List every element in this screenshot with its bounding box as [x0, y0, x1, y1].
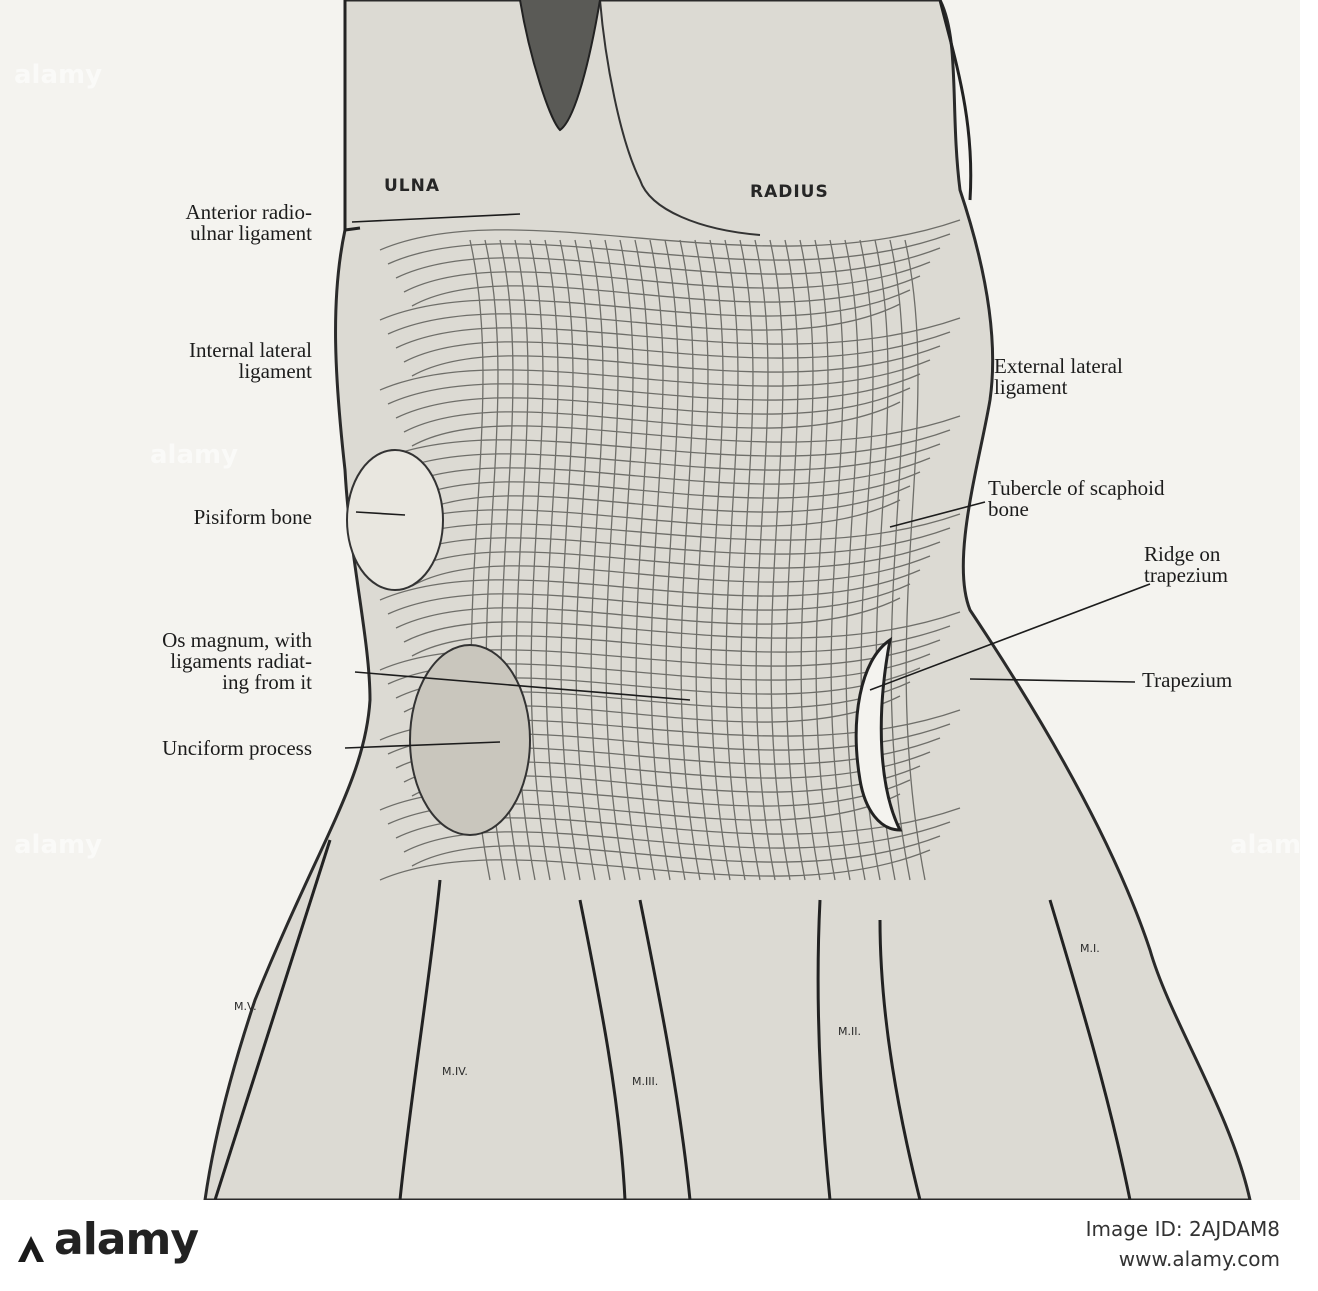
watermark: alamy	[150, 440, 239, 470]
metacarpal-label-1: M.I.	[1080, 942, 1100, 955]
image-meta	[1086, 1214, 1280, 1274]
label-external-lateral-ligament: External lateral ligament	[994, 354, 1123, 399]
bone-label-radius: RADIUS	[750, 182, 829, 202]
alamy-brand[interactable]	[14, 1206, 284, 1286]
watermark: alamy	[14, 60, 103, 90]
label-anterior-radio-ulnar-ligament: Anterior radio- ulnar ligament	[185, 200, 312, 245]
label-pisiform-bone: Pisiform bone	[193, 505, 312, 529]
unciform-shape	[410, 645, 530, 835]
alamy-brand-text: alamy	[54, 1214, 198, 1265]
image-id: Image ID: 2AJDAM8	[1085, 1217, 1280, 1241]
metacarpal-label-3: M.III.	[632, 1075, 659, 1088]
metacarpal-label-2: M.II.	[838, 1025, 861, 1038]
label-unciform-process: Unciform process	[162, 736, 312, 760]
metacarpal-label-5: M.V.	[234, 1000, 257, 1013]
label-ridge-on-trapezium: Ridge on trapezium	[1144, 542, 1228, 587]
alamy-logo-icon	[14, 1232, 48, 1266]
watermark: alamy	[14, 830, 103, 860]
bone-label-ulna: ULNA	[384, 176, 441, 196]
label-tubercle-of-scaphoid-bone: Tubercle of scaphoid bone	[988, 476, 1165, 521]
label-os-magnum: Os magnum, with ligaments radiat- ing from it	[162, 628, 312, 694]
stock-footer	[0, 1200, 1300, 1291]
metacarpal-label-4: M.IV.	[442, 1065, 468, 1078]
site-link[interactable]: www.alamy.com	[1118, 1247, 1280, 1271]
label-trapezium: Trapezium	[1142, 668, 1233, 692]
pisiform-shape	[347, 450, 443, 590]
watermark: alamy	[1230, 830, 1318, 860]
label-internal-lateral-ligament: Internal lateral ligament	[188, 338, 312, 383]
